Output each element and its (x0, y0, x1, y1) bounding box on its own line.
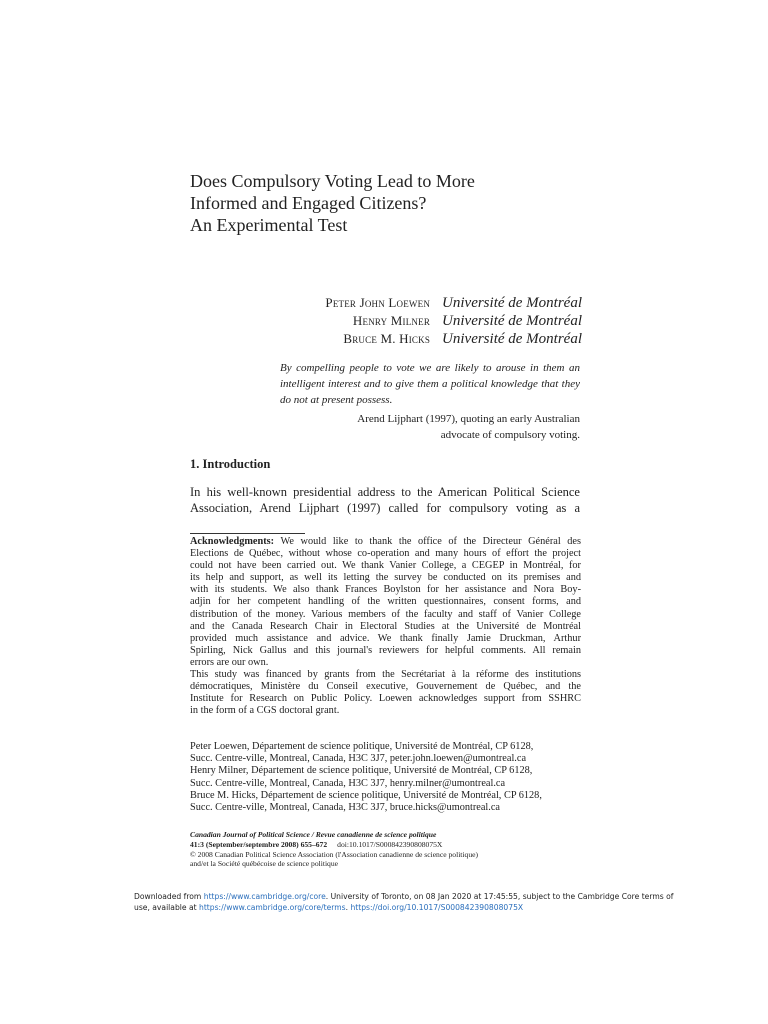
footnote-line: provided much assistance and advice. We thank finally Jamie Druckman, Arthur (190, 632, 581, 644)
title-line: Does Compulsory Voting Lead to More (190, 171, 475, 191)
author-list (200, 294, 582, 348)
cambridge-core-link[interactable]: https://www.cambridge.org/core (203, 892, 326, 901)
download-notice (134, 892, 674, 913)
author-affiliation: Université de Montréal (442, 295, 582, 311)
address-line: Succ. Centre-ville, Montreal, Canada, H3C 3J7, peter.john.loewen@umontreal.ca (190, 753, 527, 765)
author-name: Bruce M. Hicks (343, 331, 431, 346)
address-line: Bruce M. Hicks, Département de science politique, Université de Montréal, CP 6128, (190, 789, 542, 801)
copyright-line: and/et la Société québécoise de science politique (190, 859, 339, 869)
acknowledgments-footnote (190, 536, 581, 717)
footnote-line: adjin for her competent handling of the written questionnaires, consent forms, and (190, 596, 581, 608)
title-line: An Experimental Test (190, 215, 348, 235)
footnote-line: Institute for Research on Public Policy. Loewen acknowledges support from SSHRC (190, 693, 581, 705)
article-title (190, 170, 610, 236)
footnote-line: Elections de Québec, without whose co-operation and many hours of effort the project (190, 548, 581, 560)
author-row (200, 330, 582, 348)
attribution-line: Arend Lijphart (1997), quoting an early Australian (357, 413, 580, 425)
journal-info (190, 830, 581, 869)
footnote-line: errors are our own. (190, 656, 269, 668)
author-addresses (190, 741, 581, 814)
download-separator: . (345, 902, 351, 912)
footnote-rule (190, 533, 305, 534)
section-heading: 1. Introduction (190, 457, 271, 471)
journal-volume: 41:3 (September/septembre 2008) 655–672 (190, 839, 328, 849)
journal-name: Canadian Journal of Political Science / Revue canadienne de science politique (190, 830, 437, 839)
author-affiliation: Université de Montréal (442, 331, 582, 347)
author-affiliation: Université de Montréal (442, 313, 582, 329)
address-line: Peter Loewen, Département de science politique, Université de Montréal, CP 6128, (190, 741, 534, 752)
epigraph-attribution (280, 411, 580, 443)
download-line2-prefix: use, available at (134, 902, 200, 912)
footnote-label: Acknowledgments: (190, 536, 275, 547)
attribution-line: advocate of compulsory voting. (440, 429, 580, 441)
footnote-line: in the form of a CGS doctoral grant. (190, 705, 340, 717)
author-name: Henry Milner (352, 313, 431, 328)
address-line: Succ. Centre-ville, Montreal, Canada, H3C 3J7, bruce.hicks@umontreal.ca (190, 801, 501, 813)
body-paragraph (190, 484, 580, 516)
author-row (200, 294, 582, 312)
author-row (200, 312, 582, 330)
terms-link[interactable]: https://www.cambridge.org/core/terms (199, 902, 346, 912)
journal-doi: doi:10.1017/S000842390808075X (337, 839, 443, 849)
footnote-line: This study was financed by grants from the Secrétariat à la réforme des institutions (190, 669, 581, 681)
download-line (134, 903, 654, 914)
footnote-line: and the Canada Research Chair in Electoral Studies at the Université de Montréal (190, 620, 581, 632)
body-line: Association, Arend Lijphart (1997) called for compulsory voting as a (190, 501, 580, 515)
download-middle: . University of Toronto, on 08 Jan 2020 at 17:45:55, subject to the Cambridge Core terms of (325, 892, 674, 901)
footnote-line: with its students. We also thank Frances Boylston for her assistance and Nora Boy- (190, 584, 581, 596)
download-prefix: Downloaded from (134, 892, 204, 901)
footnote-line: Spirling, Nick Gallus and this journal's reviewers for helpful comments. All remain (190, 644, 581, 656)
author-name: Peter John Loewen (325, 295, 431, 310)
address-line: Henry Milner, Département de science politique, Université de Montréal, CP 6128, (190, 765, 533, 777)
copyright-line: © 2008 Canadian Political Science Association (l'Association canadienne de science politique) (190, 849, 479, 859)
download-line (134, 892, 674, 903)
footnote-line: could not have been carried out. We thank Vanier College, a CEGEP in Montréal, for (190, 560, 581, 572)
footnote-line: démocratiques, Ministère du Conseil executive, Gouvernement de Québec, and the (190, 681, 581, 693)
footnote-line: its help and support, as well its letting the survey be conducted on its premises and (190, 572, 581, 584)
journal-volume-line (190, 840, 581, 850)
epigraph-quote: By compelling people to vote we are likely to arouse in them an intelligent interest and to give them a political knowledge that they do not at present possess. (280, 362, 580, 406)
footnote-line (190, 536, 581, 548)
address-line: Succ. Centre-ville, Montreal, Canada, H3C 3J7, henry.milner@umontreal.ca (190, 777, 506, 789)
footnote-text: We would like to thank the office of the Directeur Général des (280, 536, 582, 547)
footnote-line: distribution of the money. Various members of the faculty and staff of Vanier College (190, 608, 581, 620)
title-line: Informed and Engaged Citizens? (190, 193, 427, 213)
doi-link[interactable]: https://doi.org/10.1017/S000842390808075X (350, 902, 524, 912)
body-line: In his well-known presidential address to the American Political Science (190, 485, 580, 499)
